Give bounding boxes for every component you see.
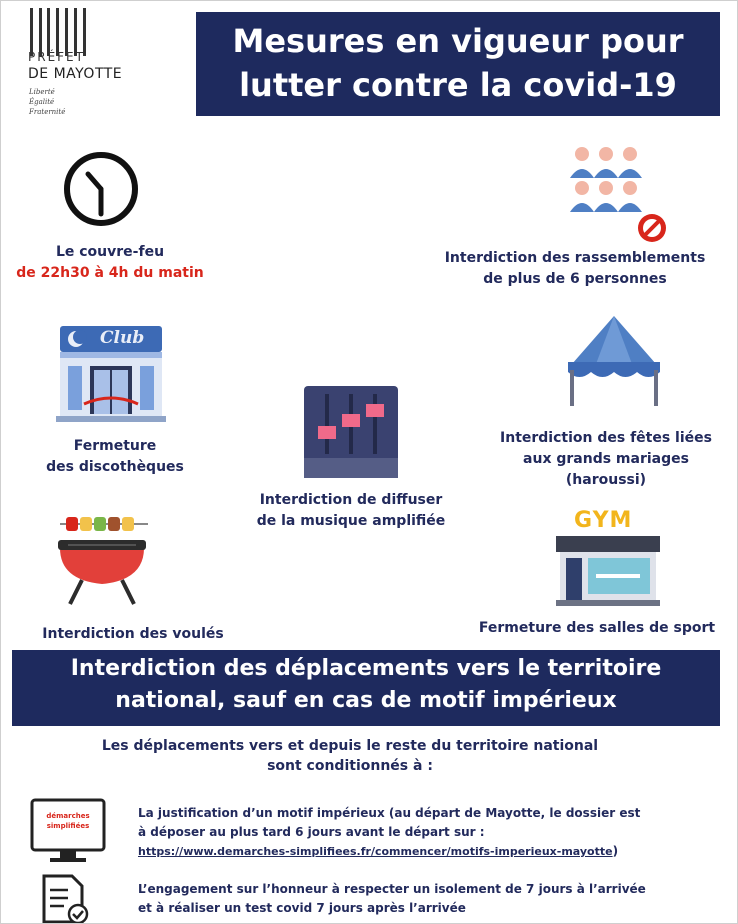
travel-subtitle [20, 736, 680, 776]
clubs-caption [10, 436, 220, 478]
curfew-caption [0, 242, 220, 284]
gym-sign-text: GYM [574, 508, 633, 533]
computer-screen-text-2: simplifiées [46, 822, 90, 830]
travel-subtitle-line1: Les déplacements vers et depuis le reste du territoire national [101, 738, 599, 754]
computer-icon [30, 798, 106, 864]
logo-motto-1: Liberté [29, 88, 55, 96]
music-line2: de la musique amplifiée [256, 513, 446, 529]
clubs-line1: Fermeture [73, 438, 157, 454]
curfew-hours: de 22h30 à 4h du matin [16, 265, 204, 281]
computer-screen-text-1: démarches [46, 812, 90, 820]
clock-icon [60, 148, 142, 230]
music-caption [214, 490, 488, 532]
demarches-link[interactable]: https://www.demarches-simplifiees.fr/commencer/motifs-imperieux-mayotte [138, 845, 613, 858]
travel-banner [12, 650, 720, 726]
logo-motto-2: Égalité [29, 98, 55, 106]
crowd-icon [568, 144, 674, 244]
weddings-line3: (haroussi) [565, 472, 647, 488]
item1-link-line [138, 842, 734, 861]
barbecue-icon [52, 512, 152, 606]
gym-icon [556, 536, 660, 606]
page-title-banner [196, 12, 720, 116]
gyms-caption: Fermeture des salles de sport [478, 620, 716, 636]
item2-line1: L’engagement sur l’honneur à respecter un isolement de 7 jours à l’arrivée [138, 882, 646, 896]
prefecture-logo [22, 8, 162, 128]
travel-banner-line1: Interdiction des déplacements vers le territoire [70, 656, 662, 681]
flag-bars-icon [30, 8, 94, 56]
weddings-caption [474, 428, 738, 491]
item2-text [138, 880, 734, 918]
gatherings-line1: Interdiction des rassemblements [444, 250, 706, 266]
item1-text [138, 804, 734, 861]
page-title-line1: Mesures en vigueur pour [232, 22, 684, 60]
logo-motto-3: Fraternité [29, 108, 66, 116]
weddings-line2: aux grands mariages [523, 451, 689, 467]
tent-icon [562, 312, 666, 408]
document-check-icon [40, 874, 92, 924]
travel-banner-line2: national, sauf en cas de motif impérieux [115, 688, 617, 713]
logo-line2: DE MAYOTTE [28, 66, 123, 82]
clubs-line2: des discothèques [46, 459, 184, 475]
curfew-line1: Le couvre-feu [55, 244, 165, 260]
item2-line2: et à réaliser un test covid 7 jours après l’arrivée [138, 901, 466, 915]
mixer-icon [304, 386, 398, 478]
club-sign-text: Club [100, 328, 145, 348]
item1-link-suffix: ) [612, 844, 619, 858]
travel-subtitle-line2: sont conditionnés à : [267, 758, 433, 774]
weddings-line1: Interdiction des fêtes liées [500, 430, 712, 446]
music-line1: Interdiction de diffuser [259, 492, 443, 508]
gatherings-caption [410, 248, 738, 290]
page-title-line2: lutter contre la covid-19 [239, 66, 677, 104]
item1-line2: à déposer au plus tard 6 jours avant le départ sur : [138, 825, 485, 839]
item1-line1: La justification d’un motif impérieux (au départ de Mayotte, le dossier est [138, 806, 641, 820]
gatherings-line2: de plus de 6 personnes [483, 271, 667, 287]
voules-caption: Interdiction des voulés [42, 626, 224, 642]
logo-line1: PRÉFET [28, 50, 85, 64]
